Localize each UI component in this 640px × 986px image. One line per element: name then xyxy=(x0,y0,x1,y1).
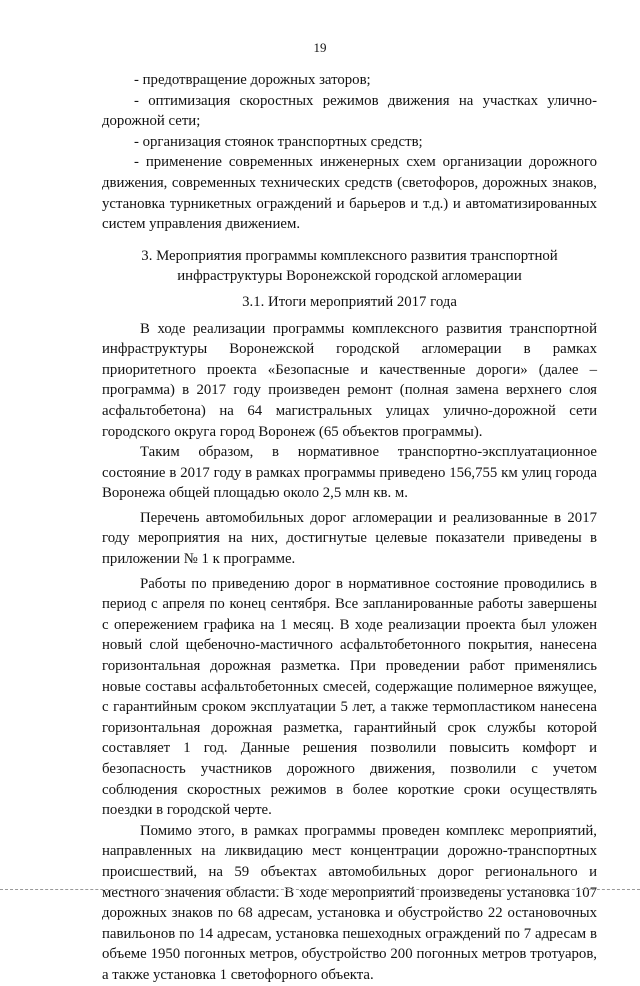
body-paragraph: Таким образом, в нормативное транспортно-эксплуатационное состояние в 2017 году в рамках программы приведено 156,755 км улиц города Воронежа общей площадью около 2,5 млн кв. м. xyxy=(102,444,597,502)
bottom-divider xyxy=(0,889,640,890)
body-paragraph: Перечень автомобильных дорог агломерации и реализованные в 2017 году мероприятия на них, достигнутые целевые показатели приведены в приложении № 1 к программе. xyxy=(102,509,597,568)
page-number: 19 xyxy=(313,40,327,55)
page-body xyxy=(102,70,597,986)
bullet-item: - организация стоянок транспортных средств; xyxy=(134,133,423,150)
section-heading: 3. Мероприятия программы комплексного развития транспортной инфраструктуры Воронежской городской агломерации xyxy=(141,247,558,285)
bullet-item: - применение современных инженерных схем организации дорожного движения, современных технических средств (светофоров, дорожных знаков, установка турникетных ограждений и барьеров и т.д.) и автоматизированных систем управления движением. xyxy=(102,154,597,233)
body-paragraph: В ходе реализации программы комплексного развития транспортной инфраструктуры Воронежской городской агломерации в рамках приоритетного проекта «Безопасные и качественные дороги» (далее – программа) в 2017 году произведен ремонт (полная замена верхнего слоя асфальтобетона) на 64 магистральных улицах улично-дорожной сети городского округа город Воронеж (65 объектов программы). xyxy=(102,320,597,440)
body-paragraph: Помимо этого, в рамках программы проведен комплекс мероприятий, направленных на ликвидацию мест концентрации дорожно-транспортных происшествий, на 59 объектах автомобильных дорог регионального и местного значения области. В ходе мероприятий произведены установка 107 дорожных знаков по 68 адресам, установка и обустройство 22 остановочных павильонов по 14 адресам, установка пешеходных ограждений по 7 адресам в объеме 1950 погонных метров, обустройство 200 погонных метров тротуаров, а также установка 1 светофорного объекта. xyxy=(102,822,597,983)
body-paragraph: Работы по приведению дорог в нормативное состояние проводились в период с апреля по конец сентября. Все запланированные работы завершены с опережением графика на 1 месяц. В ходе реализации проекта был уложен новый слой щебеночно-мастичного асфальтобетонного покрытия, нанесена горизонтальная дорожная разметка. При проведении работ применялись новые составы асфальтобетонных смесей, содержащие полимерное вяжущее, с гарантийным сроком эксплуатации 5 лет, а также термопластиком нанесена горизонтальная дорожная разметка, гарантийный срок службы которой составляет 1 год. Данные решения позволили повысить комфорт и безопасность участников дорожного движения, позволили с учетом соблюдения скоростных режимов в более короткие сроки осуществлять поездки в городской черте. xyxy=(102,575,597,819)
bullet-item: - оптимизация скоростных режимов движения на участках улично-дорожной сети; xyxy=(102,92,597,130)
subsection-heading: 3.1. Итоги мероприятий 2017 года xyxy=(242,293,457,310)
bullet-item: - предотвращение дорожных заторов; xyxy=(134,72,371,88)
